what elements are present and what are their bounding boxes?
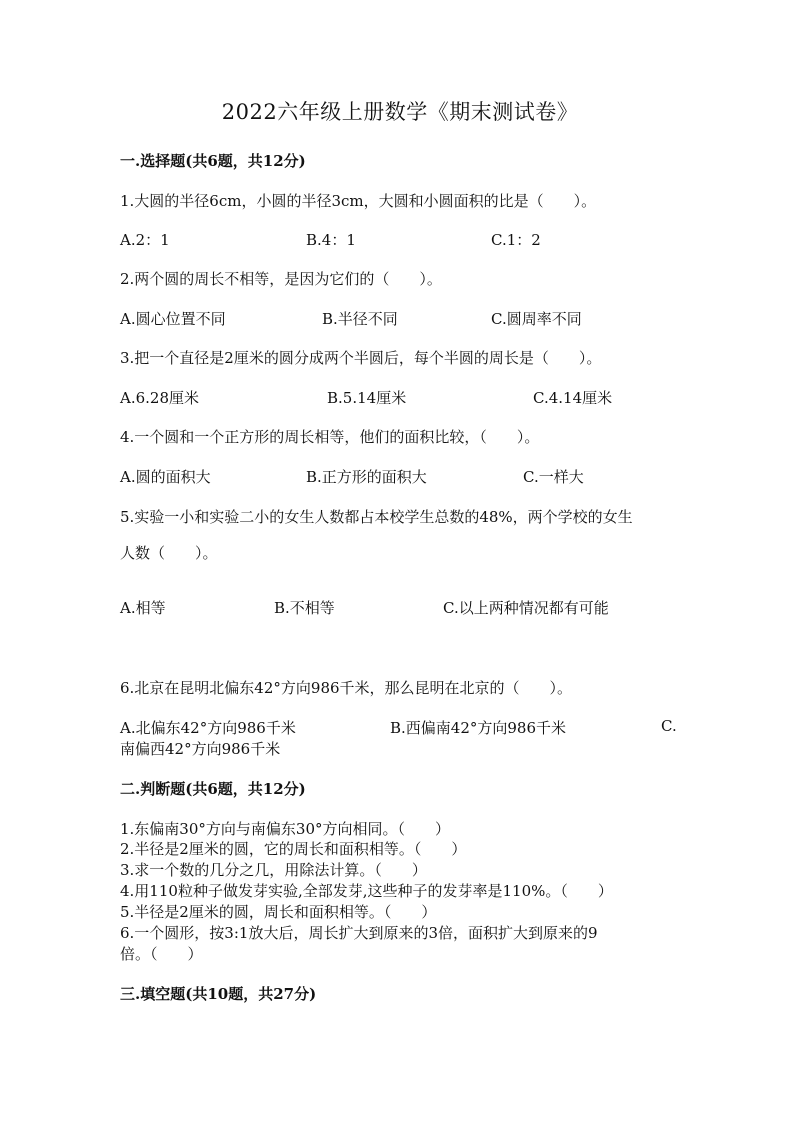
q1-option-a: A.2：1 (120, 231, 170, 249)
q4-option-a: A.圆的面积大 (120, 468, 211, 486)
q2-option-a: A.圆心位置不同 (120, 310, 226, 328)
q3-option-b: B.5.14厘米 (327, 389, 407, 407)
section-heading-choice: 一.选择题(共6题，共12分) (120, 152, 306, 170)
q5-option-a: A.相等 (120, 599, 166, 617)
question-6: 6.北京在昆明北偏东42°方向986千米，那么昆明在北京的（ ）。 (120, 679, 573, 697)
tf-item-6-line-2: 倍。（ ） (120, 945, 203, 963)
tf-item-5: 5.半径是2厘米的圆，周长和面积相等。（ ） (120, 903, 437, 921)
q5-option-c: C.以上两种情况都有可能 (443, 599, 609, 617)
tf-item-2: 2.半径是2厘米的圆，它的周长和面积相等。（ ） (120, 840, 467, 858)
q6-option-c-label: C. (661, 717, 677, 735)
question-5-line-1: 5.实验一小和实验二小的女生人数都占本校学生总数的48%，两个学校的女生 (120, 508, 633, 526)
q2-option-c: C.圆周率不同 (491, 310, 582, 328)
q4-option-c: C.一样大 (523, 468, 584, 486)
q4-option-b: B.正方形的面积大 (306, 468, 427, 486)
page-title: 2022六年级上册数学《期末测试卷》 (221, 100, 579, 124)
q6-option-c-text: 南偏西42°方向986千米 (120, 740, 281, 758)
q1-option-b: B.4：1 (306, 231, 356, 249)
q2-option-b: B.半径不同 (322, 310, 398, 328)
q6-option-a: A.北偏东42°方向986千米 (120, 719, 296, 737)
q3-option-c: C.4.14厘米 (533, 389, 613, 407)
question-3: 3.把一个直径是2厘米的圆分成两个半圆后，每个半圆的周长是（ ）。 (120, 349, 602, 367)
q6-option-b: B.西偏南42°方向986千米 (390, 719, 567, 737)
q5-option-b: B.不相等 (274, 599, 335, 617)
question-4: 4.一个圆和一个正方形的周长相等，他们的面积比较，（ ）。 (120, 428, 540, 446)
question-2: 2.两个圆的周长不相等，是因为它们的（ ）。 (120, 270, 442, 288)
tf-item-6-line-1: 6.一个圆形，按3:1放大后，周长扩大到原来的3倍，面积扩大到原来的9 (120, 924, 598, 942)
tf-item-3: 3.求一个数的几分之几，用除法计算。（ ） (120, 861, 427, 879)
q1-option-c: C.1：2 (491, 231, 541, 249)
section-heading-fill-blank: 三.填空题(共10题，共27分) (120, 985, 317, 1003)
question-1: 1.大圆的半径6cm，小圆的半径3cm，大圆和小圆面积的比是（ ）。 (120, 192, 597, 210)
q3-option-a: A.6.28厘米 (120, 389, 199, 407)
section-heading-judgement: 二.判断题(共6题，共12分) (120, 780, 306, 798)
tf-item-1: 1.东偏南30°方向与南偏东30°方向相同。（ ） (120, 820, 450, 838)
question-5-line-2: 人数（ ）。 (120, 544, 218, 562)
tf-item-4: 4.用110粒种子做发芽实验,全部发芽,这些种子的发芽率是110%。（ ） (120, 882, 613, 900)
